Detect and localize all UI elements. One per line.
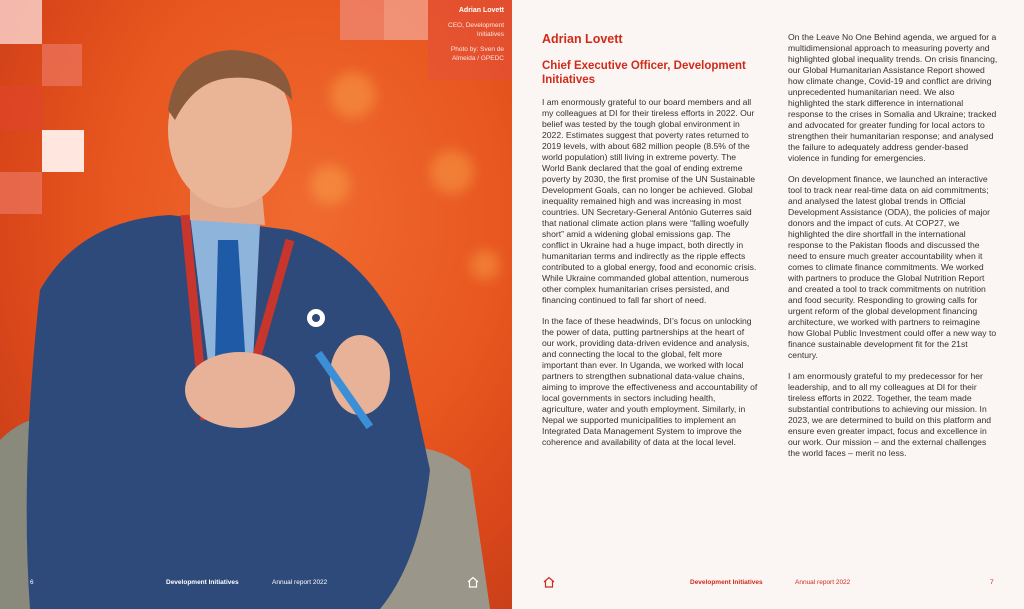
caption-credit: Photo by: Sven de Almeida / GPEDC bbox=[450, 46, 504, 62]
paragraph: On development finance, we launched an interactive tool to track near real-time data on aid commitments; and analysed the latest global trends in Official Development Assistance (ODA), the policies of major donors and the impact of cuts. At COP27, we highlighted the dire shortfall in the international response to the Pakistan floods and discussed the need to ensure much greater accountability when it comes to climate finance commitments. We worked with partners to produce the Global Nutrition Report and created a tool to track commitments on nutrition and food security. Responding to growing calls for urgent reform of the global development financing architecture, we worked with partners to reimagine how Global Public Investment could offer a new way to finance sustainable development fit for the 21st century. bbox=[788, 174, 997, 360]
home-icon[interactable] bbox=[542, 575, 556, 589]
page-number-right: 7 bbox=[990, 579, 994, 586]
footer-report-left: Annual report 2022 bbox=[272, 579, 328, 586]
paragraph: I am enormously grateful to our board members and all my colleagues at DI for their tireless efforts in 2022. Our belief was tested by the tough global environment in 2022. Estimates suggest that poverty rates returned to 2019 levels, with about 682 million people (8.5% of the world population) still living in extreme poverty. The World Bank declared that the goal of ending extreme poverty by 2030, the first promise of the UN Sustainable Development Goals, can no longer be achieved. Global inequality remained high and was increasing in most countries. UN Secretary-General António Guterres said that national climate action plans were “falling woefully short” amid a widening global emissions gap. The conflict in Ukraine had a huge impact, both directly in humanitarian terms and indirectly as the ripple effects contributed to a global energy, food and economic crisis. While Ukraine commanded global attention, numerous other complex humanitarian crises persisted, and financing continued to fall far short of need. bbox=[542, 97, 757, 305]
photo-caption bbox=[434, 6, 504, 63]
caption-name: Adrian Lovett bbox=[458, 7, 504, 14]
home-icon[interactable] bbox=[466, 575, 480, 589]
page-number-left: 6 bbox=[30, 579, 34, 586]
caption-role: CEO, Development Initiatives bbox=[448, 22, 504, 38]
author-name: Adrian Lovett bbox=[542, 32, 623, 46]
footer-left bbox=[0, 579, 512, 591]
footer-right bbox=[512, 579, 1024, 591]
paragraph: On the Leave No One Behind agenda, we argued for a multidimensional approach to measuring poverty and highlighted global inequality trends. On crisis financing, our Global Humanitarian Assistance Report showed how climate change, Covid-19 and conflict are driving unprecedented humanitarian need. We also highlighted the stark difference in international response to the crises in Somalia and Ukraine; tracked and advocated for greater funding for local actors to strengthen their humanitarian response; and analysed the failure to adequately address gender-based violence in funding for emergencies. bbox=[788, 32, 998, 163]
text-column-2 bbox=[788, 32, 998, 469]
author-role: Chief Executive Officer, Development Initiatives bbox=[542, 60, 746, 86]
footer-org-right: Development Initiatives bbox=[690, 579, 763, 586]
right-page bbox=[512, 0, 1024, 609]
footer-report-right: Annual report 2022 bbox=[795, 579, 851, 586]
text-column-1 bbox=[542, 32, 758, 458]
paragraph: I am enormously grateful to my predecessor for her leadership, and to all my colleagues at DI for their tireless efforts in 2022. Together, the team made substantial contributions to achieving our mission. In 2023, we are determined to build on this platform and ensure even greater impact, focus and excellence in our work. Our mission – and the external challenges the world faces – merit no less. bbox=[788, 371, 992, 458]
footer-org-left: Development Initiatives bbox=[166, 579, 239, 586]
paragraph: In the face of these headwinds, DI’s focus on unlocking the power of data, putting partnerships at the heart of our work, providing data-driven evidence and analysis, and connecting the local to the global, felt more important than ever. In Uganda, we worked with local partners to strengthen subnational data-value chains, aiming to improve the effectiveness and accountability of local governments in sectors including health, agriculture, water and youth employment. Similarly, in Nepal we supported municipalities to implement an Integrated Data Management System to improve the coherence and availability of data at the local level. bbox=[542, 316, 758, 447]
